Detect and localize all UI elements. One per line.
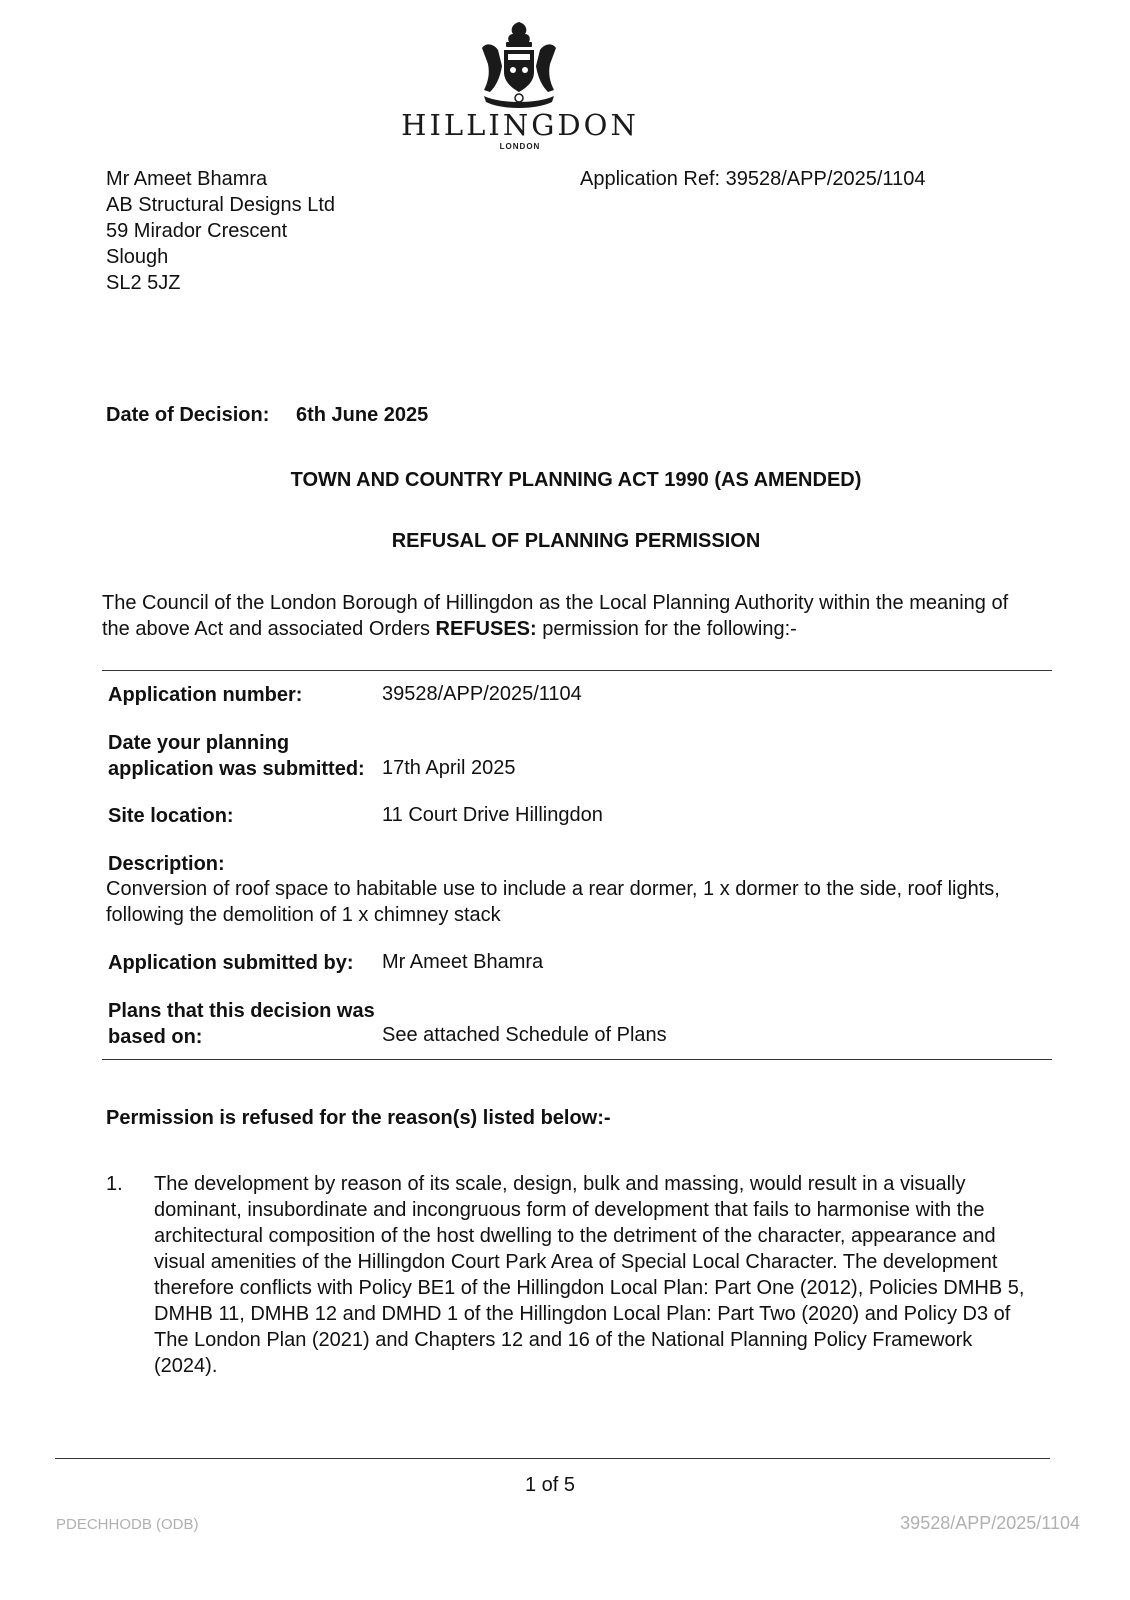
description-label: Description: — [108, 853, 225, 875]
council-logo-subtitle: LONDON — [499, 142, 541, 151]
page-number: 1 of 5 — [524, 1474, 576, 1496]
date-submitted-value: 17th April 2025 — [382, 757, 516, 779]
application-ref: Application Ref: 39528/APP/2025/1104 — [580, 168, 926, 190]
address-line: AB Structural Designs Ltd — [106, 194, 335, 216]
application-number-value: 39528/APP/2025/1104 — [382, 683, 582, 705]
refusal-heading: REFUSAL OF PLANNING PERMISSION — [391, 530, 761, 552]
description-text: Conversion of roof space to habitable use to include a rear dormer, 1 x dormer to the side, roof lights, following the demolition of 1 x chimney stack — [106, 878, 1000, 926]
decision-date-label: Date of Decision: — [106, 404, 270, 426]
address-line: 59 Mirador Crescent — [106, 220, 288, 242]
council-crest-icon — [476, 20, 562, 112]
reason-text: The development by reason of its scale, design, bulk and massing, would result in a visually dominant, insubordinate and incongruous form of development that fails to harmonise with the architectural composition of the host dwelling to the detriment of the character, appearance and visual amenities of the Hillingdon Court Park Area of Special Local Character. The development therefore conflicts with Policy BE1 of the Hillingdon Local Plan: Part One (2012), Policies DMHB 5, DMHB 11, DMHB 12 and DMHD 1 of the Hillingdon Local Plan: Part Two (2020) and Policy D3 of The London Plan (2021) and Chapters 12 and 16 of the National Planning Policy Framework (2024). — [154, 1173, 1025, 1377]
reason-number: 1. — [106, 1173, 123, 1195]
address-line: Slough — [106, 246, 169, 268]
reasons-heading: Permission is refused for the reason(s) listed below:- — [106, 1107, 611, 1129]
decision-date-value: 6th June 2025 — [296, 404, 429, 426]
intro-paragraph — [102, 590, 1062, 642]
table-top-rule — [102, 670, 1052, 671]
date-submitted-label: Date your planning application was submitted: — [108, 732, 365, 780]
recipient-address — [106, 166, 335, 296]
act-title: TOWN AND COUNTRY PLANNING ACT 1990 (AS AMENDED) — [290, 469, 862, 491]
site-location-label: Site location: — [108, 805, 234, 827]
footer-application-ref: 39528/APP/2025/1104 — [900, 1513, 1080, 1533]
plans-label: Plans that this decision was based on: — [108, 1000, 375, 1048]
plans-value: See attached Schedule of Plans — [382, 1024, 667, 1046]
refuses-keyword: REFUSES: — [435, 618, 537, 640]
intro-line: the above Act and associated Orders REFUSES: permission for the following:- — [102, 618, 797, 640]
submitted-by-value: Mr Ameet Bhamra — [382, 951, 544, 973]
address-line: SL2 5JZ — [106, 272, 181, 294]
site-location-value: 11 Court Drive Hillingdon — [382, 804, 603, 826]
footer-rule — [55, 1458, 1050, 1459]
submitted-by-label: Application submitted by: — [108, 952, 354, 974]
council-logo-word: HILLINGDON — [401, 108, 639, 142]
intro-line: The Council of the London Borough of Hillingdon as the Local Planning Authority within the meaning of — [102, 592, 1009, 614]
footer-document-code: PDECHHODB (ODB) — [56, 1516, 199, 1533]
address-line: Mr Ameet Bhamra — [106, 168, 268, 190]
table-bottom-rule — [102, 1059, 1052, 1060]
application-number-label: Application number: — [108, 684, 303, 706]
